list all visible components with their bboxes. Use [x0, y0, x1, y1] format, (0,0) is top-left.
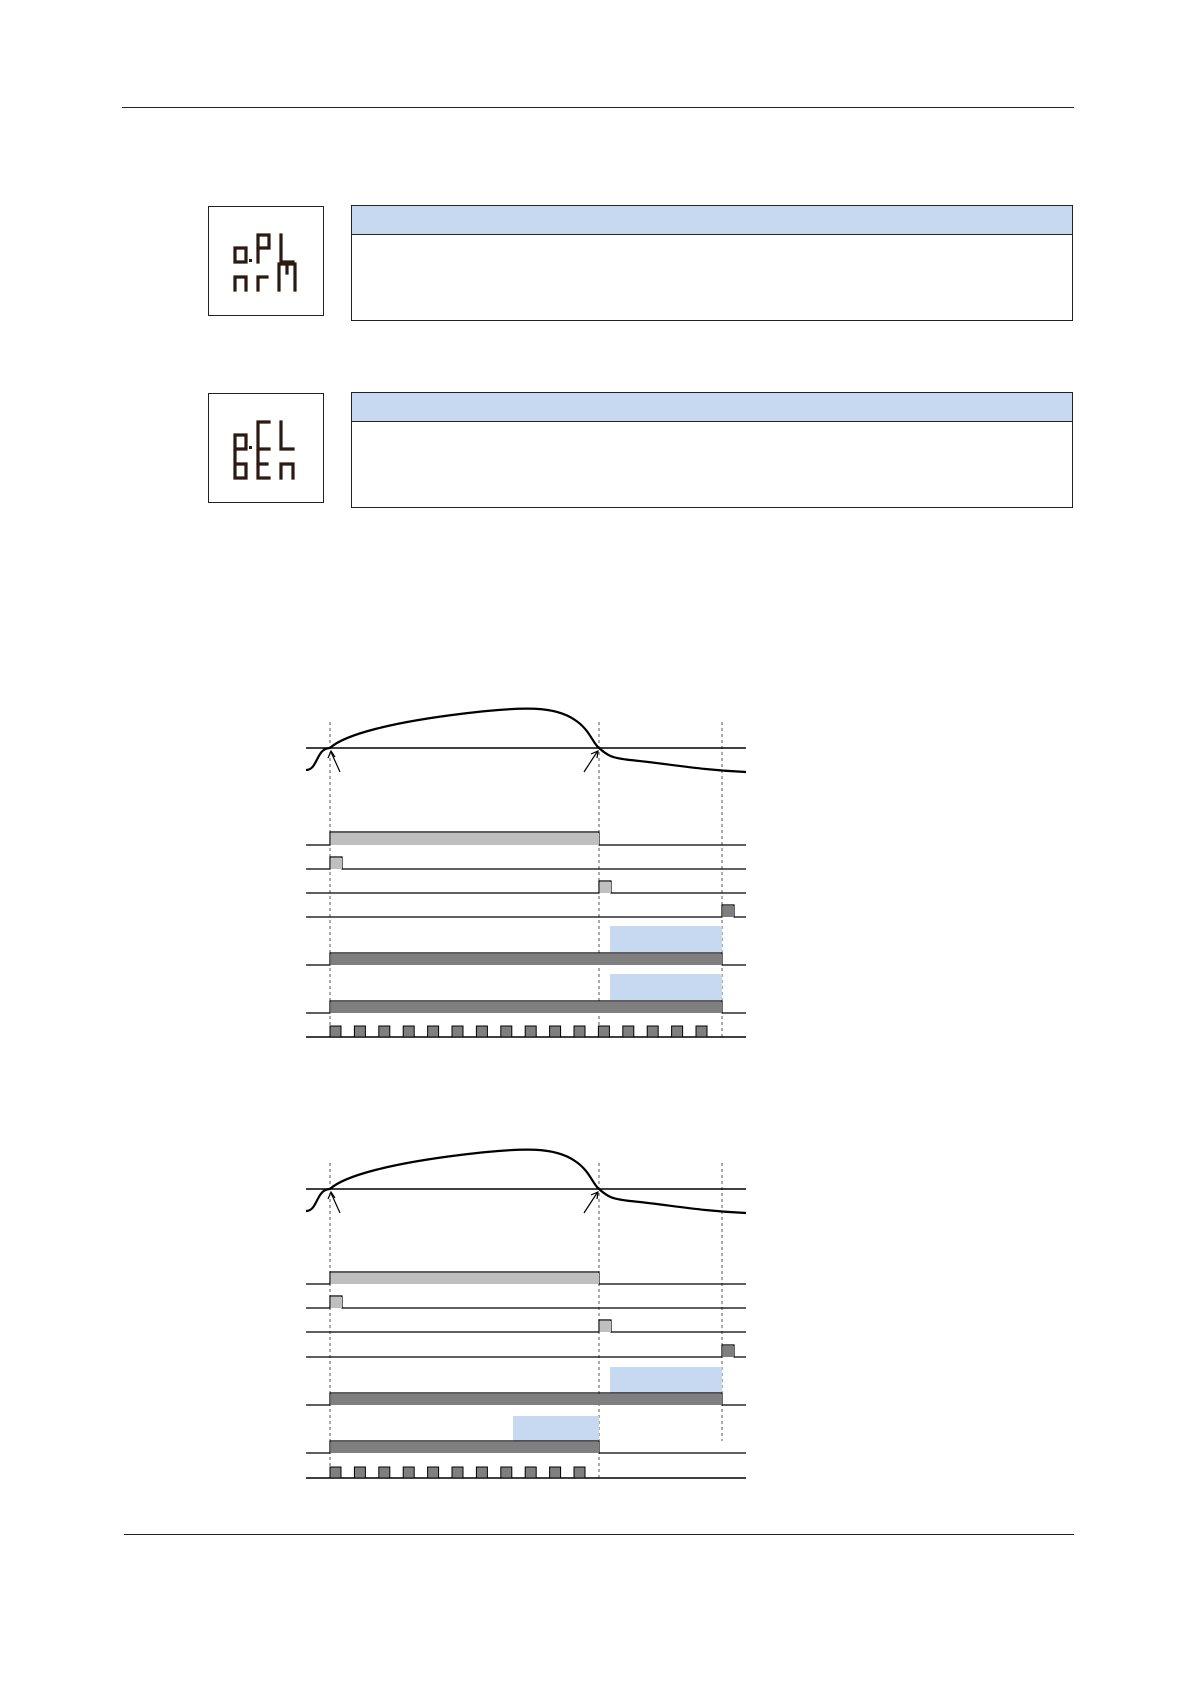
clock-pulse — [428, 1467, 439, 1478]
clock-pulse — [598, 1026, 609, 1037]
clock-pulse — [672, 1026, 683, 1037]
clock-pulse — [525, 1026, 536, 1037]
clock-pulse — [501, 1467, 512, 1478]
clock-pulses — [330, 1026, 707, 1037]
crossing-arrows — [328, 751, 598, 772]
clock-pulse — [550, 1467, 561, 1478]
clock-pulse — [330, 1026, 341, 1037]
display-line-2 — [209, 207, 211, 208]
display-line-2 — [209, 394, 210, 395]
seven-segment-icon — [209, 394, 325, 504]
clock-pulse — [428, 1026, 439, 1037]
signal-rows — [300, 700, 746, 1013]
clock-pulse — [452, 1026, 463, 1037]
signal-rows — [306, 1272, 746, 1453]
clock-pulse — [354, 1467, 365, 1478]
clock-pulse — [330, 1467, 341, 1478]
parameter-table-ocl — [351, 392, 1073, 508]
parameter-table-header — [352, 393, 1072, 422]
parameter-table-opl — [351, 205, 1073, 321]
clock-pulse — [647, 1026, 658, 1037]
clock-pulse — [452, 1467, 463, 1478]
clock-pulse — [574, 1026, 585, 1037]
clock-pulse — [623, 1026, 634, 1037]
clock-pulse — [354, 1026, 365, 1037]
clock-pulses — [330, 1467, 585, 1478]
seven-segment-display-opl — [208, 206, 324, 316]
clock-pulse — [476, 1467, 487, 1478]
footer-rule — [124, 1534, 1074, 1535]
clock-pulse — [476, 1026, 487, 1037]
clock-pulse — [379, 1467, 390, 1478]
clock-pulse — [525, 1467, 536, 1478]
crossing-arrows — [328, 1192, 598, 1213]
process-curve — [306, 709, 746, 772]
clock-pulse — [403, 1026, 414, 1037]
clock-pulse — [501, 1026, 512, 1037]
process-curve — [306, 1150, 746, 1213]
clock-pulse — [379, 1026, 390, 1037]
timing-diagram-upper — [300, 700, 760, 1050]
clock-pulse — [403, 1467, 414, 1478]
header-rule — [122, 107, 1074, 108]
clock-pulse — [574, 1467, 585, 1478]
clock-pulse — [550, 1026, 561, 1037]
parameter-table-header — [352, 206, 1072, 235]
seven-segment-icon — [209, 207, 325, 317]
seven-segment-display-ocl — [208, 393, 324, 503]
timing-diagram-lower — [300, 1141, 760, 1491]
clock-pulse — [696, 1026, 707, 1037]
